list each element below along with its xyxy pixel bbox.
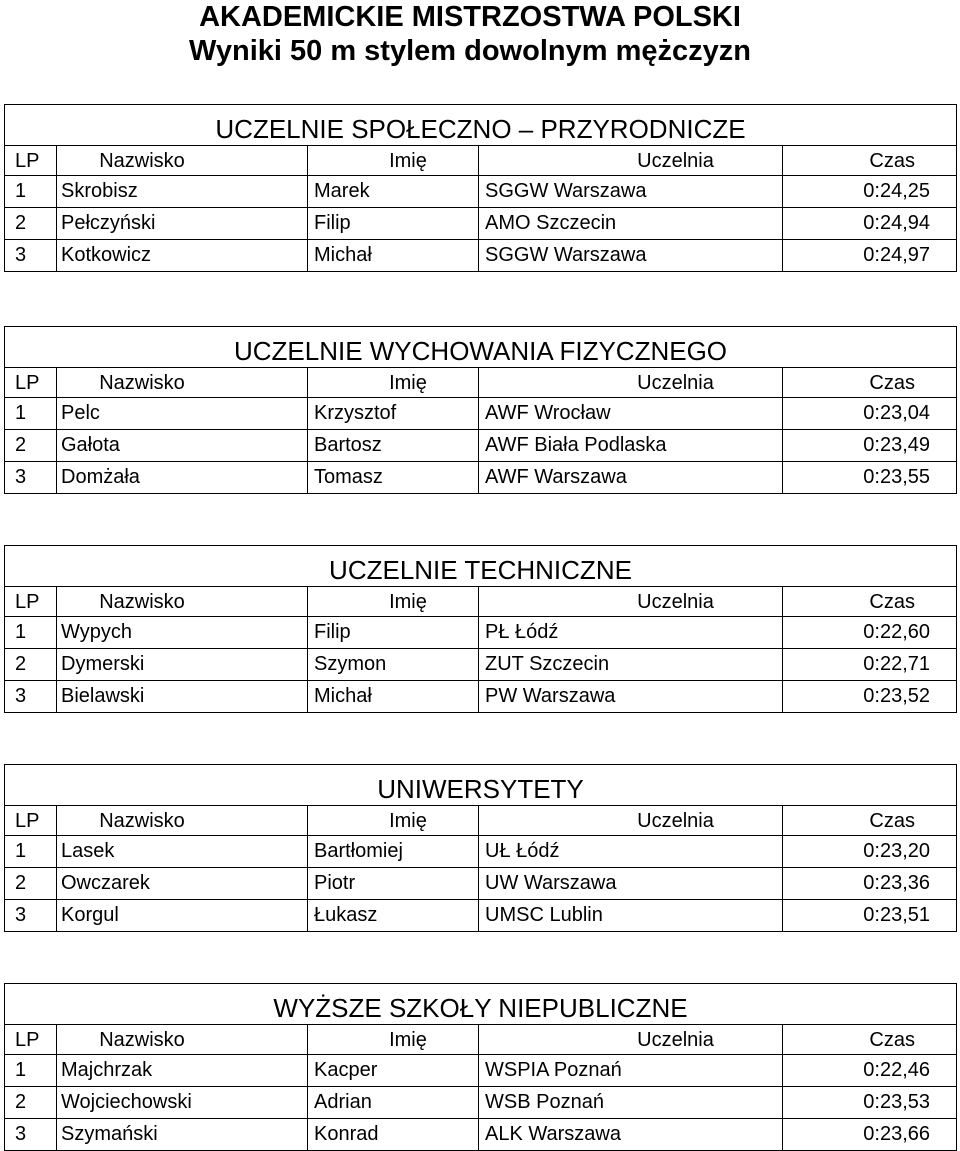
cell-lp: 2	[5, 649, 57, 681]
column-header-imie: Imię	[308, 1024, 479, 1055]
cell-uczelnia: UMSC Lublin	[479, 900, 783, 932]
cell-imie: Marek	[308, 176, 479, 208]
cell-czas: 0:24,94	[783, 208, 957, 240]
cell-uczelnia: AWF Wrocław	[479, 398, 783, 430]
table-row	[5, 868, 957, 900]
cell-uczelnia: WSB Poznań	[479, 1087, 783, 1119]
cell-nazwisko: Dymerski	[57, 649, 308, 681]
cell-imie: Michał	[308, 240, 479, 272]
results-table-section	[4, 104, 957, 272]
column-header-uczelnia: Uczelnia	[479, 586, 783, 617]
column-header-imie: Imię	[308, 145, 479, 176]
cell-nazwisko: Gałota	[57, 430, 308, 462]
cell-uczelnia: ZUT Szczecin	[479, 649, 783, 681]
table-row	[5, 1119, 957, 1151]
cell-nazwisko: Bielawski	[57, 681, 308, 713]
cell-lp: 1	[5, 1055, 57, 1087]
section-title: WYŻSZE SZKOŁY NIEPUBLICZNE	[5, 984, 957, 1024]
cell-uczelnia: AMO Szczecin	[479, 208, 783, 240]
cell-lp: 2	[5, 208, 57, 240]
cell-nazwisko: Kotkowicz	[57, 240, 308, 272]
cell-czas: 0:22,60	[783, 617, 957, 649]
column-header-nazwisko: Nazwisko	[57, 1024, 308, 1055]
cell-imie: Krzysztof	[308, 398, 479, 430]
page-subtitle: Wyniki 50 m stylem dowolnym mężczyzn	[189, 35, 751, 67]
cell-imie: Tomasz	[308, 462, 479, 494]
cell-czas: 0:23,49	[783, 430, 957, 462]
cell-lp: 3	[5, 1119, 57, 1151]
cell-lp: 2	[5, 868, 57, 900]
column-header-uczelnia: Uczelnia	[479, 1024, 783, 1055]
table-row	[5, 430, 957, 462]
cell-lp: 2	[5, 430, 57, 462]
cell-imie: Kacper	[308, 1055, 479, 1087]
cell-czas: 0:23,52	[783, 681, 957, 713]
column-header-czas: Czas	[783, 805, 957, 836]
cell-imie: Filip	[308, 617, 479, 649]
results-table-section	[4, 545, 957, 713]
cell-nazwisko: Domżała	[57, 462, 308, 494]
column-header-czas: Czas	[783, 1024, 957, 1055]
cell-czas: 0:23,04	[783, 398, 957, 430]
cell-czas: 0:22,71	[783, 649, 957, 681]
cell-lp: 3	[5, 900, 57, 932]
cell-lp: 2	[5, 1087, 57, 1119]
cell-imie: Michał	[308, 681, 479, 713]
cell-uczelnia: AWF Biała Podlaska	[479, 430, 783, 462]
table-row	[5, 649, 957, 681]
column-header-czas: Czas	[783, 367, 957, 398]
table-header-row	[5, 367, 957, 398]
results-table-section	[4, 764, 957, 932]
cell-lp: 3	[5, 240, 57, 272]
column-header-imie: Imię	[308, 805, 479, 836]
column-header-uczelnia: Uczelnia	[479, 805, 783, 836]
column-header-nazwisko: Nazwisko	[57, 367, 308, 398]
cell-imie: Łukasz	[308, 900, 479, 932]
table-row	[5, 1055, 957, 1087]
page-title: AKADEMICKIE MISTRZOSTWA POLSKI	[199, 1, 741, 33]
cell-imie: Bartłomiej	[308, 836, 479, 868]
cell-czas: 0:23,53	[783, 1087, 957, 1119]
column-header-nazwisko: Nazwisko	[57, 145, 308, 176]
cell-lp: 1	[5, 836, 57, 868]
table-row	[5, 240, 957, 272]
cell-nazwisko: Wypych	[57, 617, 308, 649]
column-header-imie: Imię	[308, 367, 479, 398]
cell-czas: 0:23,20	[783, 836, 957, 868]
table-row	[5, 208, 957, 240]
column-header-uczelnia: Uczelnia	[479, 145, 783, 176]
cell-imie: Szymon	[308, 649, 479, 681]
column-header-lp: LP	[5, 367, 57, 398]
cell-lp: 3	[5, 462, 57, 494]
cell-czas: 0:24,97	[783, 240, 957, 272]
cell-uczelnia: ALK Warszawa	[479, 1119, 783, 1151]
cell-uczelnia: AWF Warszawa	[479, 462, 783, 494]
cell-nazwisko: Korgul	[57, 900, 308, 932]
section-title: UCZELNIE WYCHOWANIA FIZYCZNEGO	[5, 327, 957, 367]
column-header-imie: Imię	[308, 586, 479, 617]
cell-imie: Konrad	[308, 1119, 479, 1151]
cell-czas: 0:23,51	[783, 900, 957, 932]
cell-nazwisko: Lasek	[57, 836, 308, 868]
cell-nazwisko: Pełczyński	[57, 208, 308, 240]
cell-uczelnia: UŁ Łódź	[479, 836, 783, 868]
cell-czas: 0:23,55	[783, 462, 957, 494]
cell-nazwisko: Skrobisz	[57, 176, 308, 208]
cell-czas: 0:22,46	[783, 1055, 957, 1087]
table-row	[5, 1087, 957, 1119]
cell-uczelnia: PW Warszawa	[479, 681, 783, 713]
table-row	[5, 462, 957, 494]
table-row	[5, 176, 957, 208]
cell-lp: 1	[5, 398, 57, 430]
cell-imie: Filip	[308, 208, 479, 240]
table-header-row	[5, 586, 957, 617]
cell-nazwisko: Pelc	[57, 398, 308, 430]
results-table-section	[4, 326, 957, 494]
column-header-lp: LP	[5, 586, 57, 617]
table-row	[5, 836, 957, 868]
cell-uczelnia: SGGW Warszawa	[479, 176, 783, 208]
table-row	[5, 681, 957, 713]
cell-nazwisko: Majchrzak	[57, 1055, 308, 1087]
cell-imie: Piotr	[308, 868, 479, 900]
cell-czas: 0:24,25	[783, 176, 957, 208]
table-header-row	[5, 805, 957, 836]
table-row	[5, 900, 957, 932]
table-row	[5, 398, 957, 430]
cell-imie: Bartosz	[308, 430, 479, 462]
section-title: UCZELNIE SPOŁECZNO – PRZYRODNICZE	[5, 105, 957, 145]
cell-czas: 0:23,66	[783, 1119, 957, 1151]
cell-lp: 3	[5, 681, 57, 713]
section-title: UNIWERSYTETY	[5, 765, 957, 805]
cell-uczelnia: PŁ Łódź	[479, 617, 783, 649]
cell-uczelnia: WSPIA Poznań	[479, 1055, 783, 1087]
table-header-row	[5, 1024, 957, 1055]
results-table-section	[4, 983, 957, 1151]
cell-nazwisko: Wojciechowski	[57, 1087, 308, 1119]
column-header-uczelnia: Uczelnia	[479, 367, 783, 398]
column-header-nazwisko: Nazwisko	[57, 586, 308, 617]
column-header-lp: LP	[5, 1024, 57, 1055]
cell-imie: Adrian	[308, 1087, 479, 1119]
cell-nazwisko: Szymański	[57, 1119, 308, 1151]
cell-nazwisko: Owczarek	[57, 868, 308, 900]
cell-czas: 0:23,36	[783, 868, 957, 900]
cell-lp: 1	[5, 617, 57, 649]
cell-uczelnia: UW Warszawa	[479, 868, 783, 900]
section-title: UCZELNIE TECHNICZNE	[5, 546, 957, 586]
cell-lp: 1	[5, 176, 57, 208]
cell-uczelnia: SGGW Warszawa	[479, 240, 783, 272]
table-header-row	[5, 145, 957, 176]
column-header-lp: LP	[5, 805, 57, 836]
column-header-czas: Czas	[783, 145, 957, 176]
table-row	[5, 617, 957, 649]
column-header-czas: Czas	[783, 586, 957, 617]
column-header-lp: LP	[5, 145, 57, 176]
column-header-nazwisko: Nazwisko	[57, 805, 308, 836]
